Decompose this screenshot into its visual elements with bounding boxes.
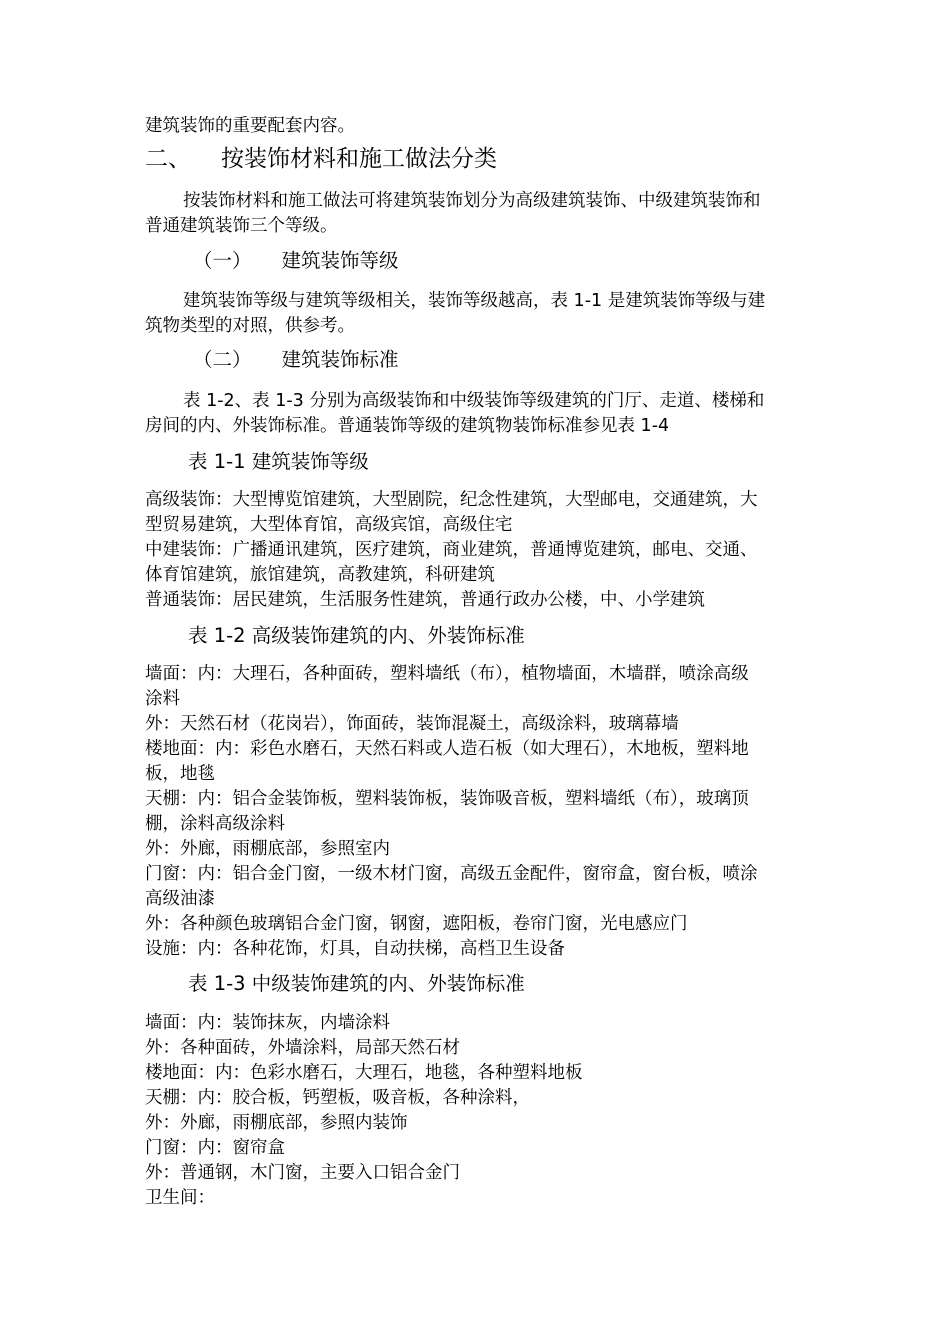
table-line: 涂料 [145, 689, 180, 709]
table-line: 高级油漆 [145, 889, 215, 909]
table-caption: 表 1-3 中级装饰建筑的内、外装饰标准 [188, 972, 525, 995]
paragraph-line: 建筑装饰等级与建筑等级相关，装饰等级越高，表 1-1 是建筑装饰等级与建 [183, 291, 766, 311]
table-line: 天棚：内：铝合金装饰板，塑料装饰板，装饰吸音板，塑料墙纸（布），玻璃顶 [145, 789, 749, 809]
section-heading [145, 144, 497, 174]
table-line: 板，地毯 [145, 764, 215, 784]
subsection-heading [193, 247, 399, 275]
subsection-title: 建筑装饰标准 [281, 348, 399, 371]
section-title: 按装饰材料和施工做法分类 [221, 146, 497, 172]
table-line: 外：外廊，雨棚底部，参照内装饰 [145, 1113, 408, 1133]
table-line: 棚，涂料高级涂料 [145, 814, 285, 834]
table-caption: 表 1-2 高级装饰建筑的内、外装饰标准 [188, 624, 525, 647]
table-line: 卫生间： [145, 1188, 215, 1208]
table-line: 外：天然石材（花岗岩），饰面砖，装饰混凝土，高级涂料，玻璃幕墙 [145, 714, 679, 734]
table-caption: 表 1-1 建筑装饰等级 [188, 450, 369, 473]
paragraph-line: 普通建筑装饰三个等级。 [145, 216, 338, 236]
subsection-title: 建筑装饰等级 [281, 249, 399, 272]
table-line: 型贸易建筑，大型体育馆，高级宾馆，高级住宅 [145, 515, 513, 535]
paragraph-line: 筑物类型的对照，供参考。 [145, 316, 355, 336]
subsection-heading [193, 346, 399, 374]
table-line: 外：各种面砖，外墙涂料，局部天然石材 [145, 1038, 460, 1058]
table-line: 门窗：内：铝合金门窗，一级木材门窗，高级五金配件，窗帘盒，窗台板，喷涂 [145, 864, 758, 884]
table-line: 普通装饰：居民建筑，生活服务性建筑，普通行政办公楼，中、小学建筑 [145, 590, 705, 610]
subsection-number: （二） [193, 348, 252, 371]
intro-tail-text: 建筑装饰的重要配套内容。 [145, 116, 355, 136]
table-line: 体育馆建筑，旅馆建筑，高教建筑，科研建筑 [145, 565, 495, 585]
paragraph-line: 按装饰材料和施工做法可将建筑装饰划分为高级建筑装饰、中级建筑装饰和 [183, 191, 761, 211]
table-line: 楼地面：内：彩色水磨石，天然石料或人造石板（如大理石），木地板，塑料地 [145, 739, 749, 759]
table-line: 设施：内：各种花饰，灯具，自动扶梯，高档卫生设备 [145, 939, 565, 959]
section-number: 二、 [145, 146, 191, 172]
table-line: 墙面：内：装饰抹灰，内墙涂料 [145, 1013, 390, 1033]
table-line: 楼地面：内：色彩水磨石，大理石，地毯，各种塑料地板 [145, 1063, 583, 1083]
table-line: 外：普通钢，木门窗，主要入口铝合金门 [145, 1163, 460, 1183]
paragraph-line: 房间的内、外装饰标准。普通装饰等级的建筑物装饰标准参见表 1-4 [145, 416, 670, 436]
table-line: 门窗：内：窗帘盒 [145, 1138, 285, 1158]
table-line: 天棚：内：胶合板，钙塑板，吸音板，各种涂料， [145, 1088, 530, 1108]
table-line: 高级装饰：大型博览馆建筑，大型剧院，纪念性建筑，大型邮电，交通建筑，大 [145, 490, 758, 510]
table-line: 外：外廊，雨棚底部，参照室内 [145, 839, 390, 859]
subsection-number: （一） [193, 249, 252, 272]
table-line: 墙面：内：大理石，各种面砖，塑料墙纸（布），植物墙面，木墙群，喷涂高级 [145, 664, 749, 684]
table-line: 外：各种颜色玻璃铝合金门窗，钢窗，遮阳板，卷帘门窗，光电感应门 [145, 914, 688, 934]
table-line: 中建装饰：广播通讯建筑，医疗建筑，商业建筑，普通博览建筑，邮电、交通、 [145, 540, 758, 560]
paragraph-line: 表 1-2、表 1-3 分别为高级装饰和中级装饰等级建筑的门厅、走道、楼梯和 [183, 391, 765, 411]
